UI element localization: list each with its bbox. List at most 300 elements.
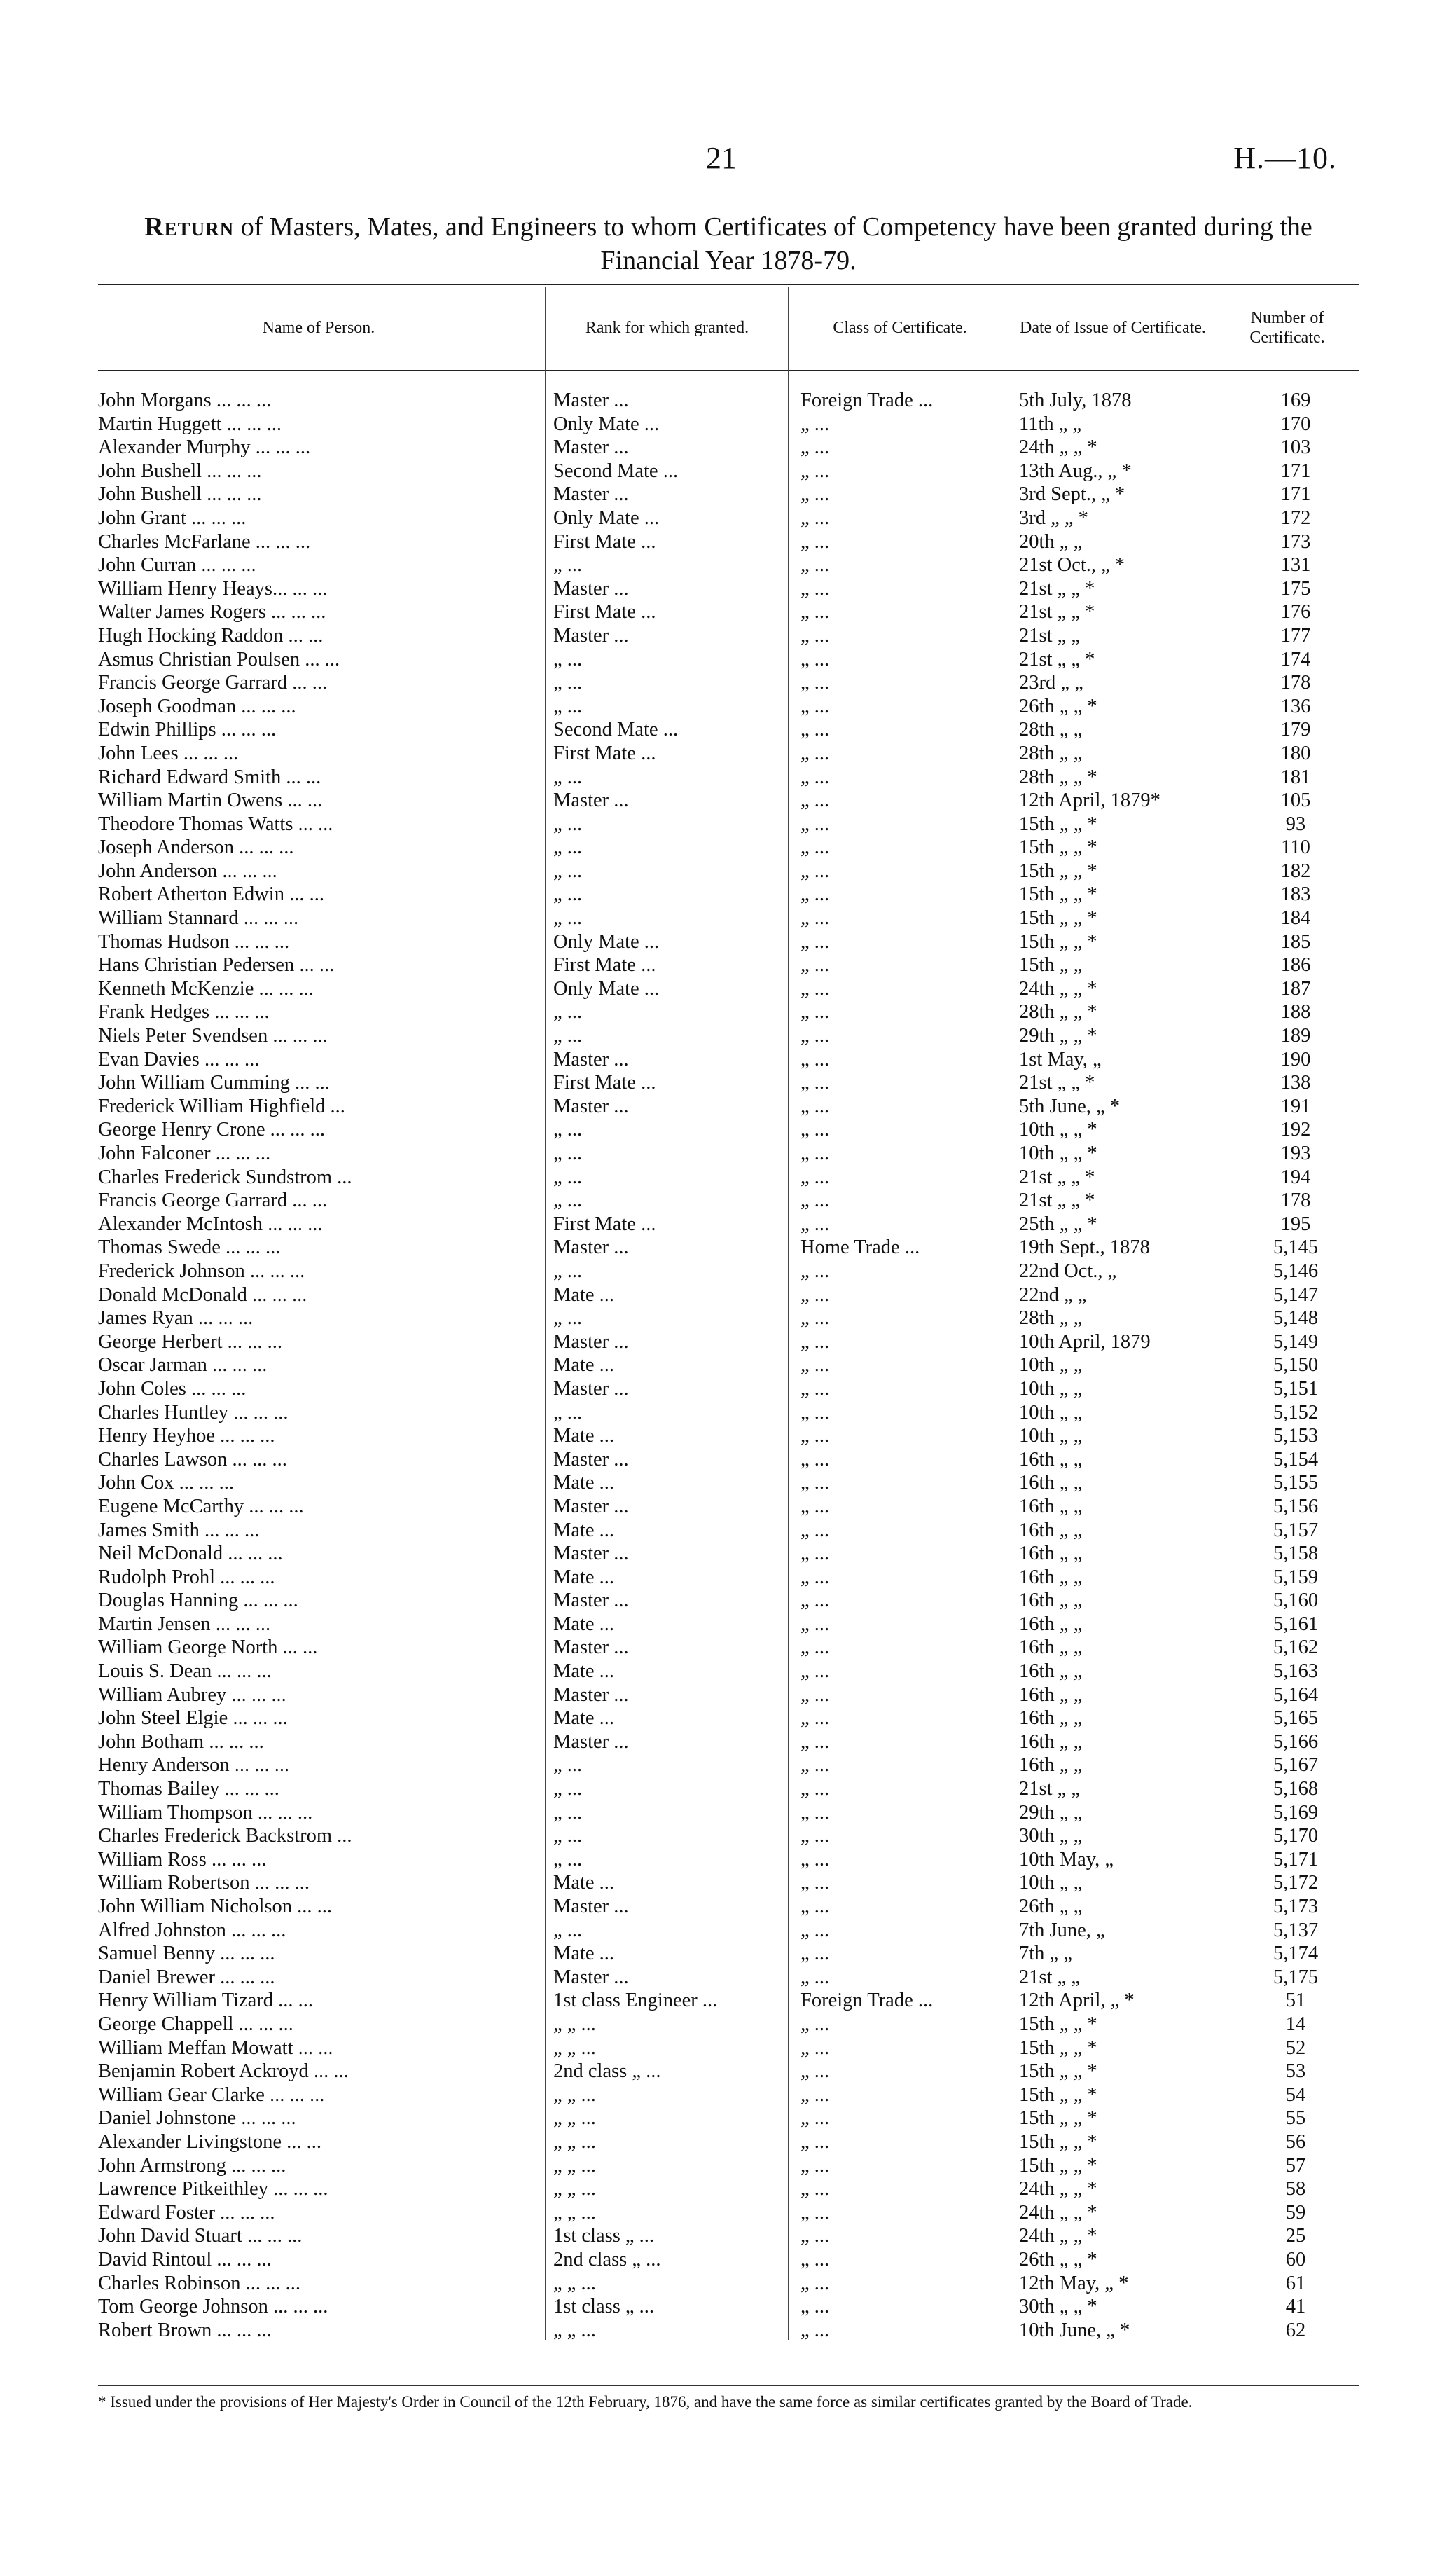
cell-name: Frederick Johnson ... ... ...	[98, 1260, 305, 1282]
cell-rank: „ „ ...	[553, 2178, 596, 2200]
cell-rank: Master ...	[553, 1330, 629, 1353]
cell-class: „ ...	[800, 2036, 830, 2059]
cell-number: 5,146	[1273, 1260, 1319, 1282]
cell-name: Alexander Livingstone ... ...	[98, 2130, 321, 2153]
cell-class: „ ...	[800, 506, 830, 529]
cell-rank: Second Mate ...	[553, 719, 679, 741]
cell-rank: Mate ...	[553, 1613, 615, 1635]
cell-number: 187	[1280, 977, 1311, 1000]
table-row	[98, 2295, 1359, 2319]
table-row	[98, 742, 1359, 766]
table-row	[98, 1707, 1359, 1730]
cell-rank: 1st class Engineer ...	[553, 1990, 718, 2012]
cell-name: Alfred Johnston ... ... ...	[98, 1919, 286, 1941]
cell-rank: Mate ...	[553, 1707, 615, 1730]
footnote: * Issued under the provisions of Her Majesty's Order in Council of the 12th February, 1876, and have the same force as similar certificates granted by the Board of Trade.	[98, 2393, 1193, 2411]
cell-number: 5,150	[1273, 1354, 1319, 1377]
cell-class: Foreign Trade ...	[800, 1990, 934, 2012]
table-row	[98, 1071, 1359, 1095]
table-row	[98, 1942, 1359, 1966]
cell-class: Foreign Trade ...	[800, 390, 934, 411]
cell-date: 13th Aug., „ *	[1019, 460, 1132, 482]
cell-date: 16th „ „	[1019, 1472, 1083, 1494]
table-row	[98, 2154, 1359, 2178]
cell-number: 5,166	[1273, 1730, 1319, 1753]
cell-name: Rudolph Prohl ... ... ...	[98, 1566, 275, 1588]
table-top-rule	[98, 284, 1359, 285]
table-row	[98, 1118, 1359, 1142]
cell-class: „ ...	[800, 1283, 830, 1306]
cell-number: 5,168	[1273, 1778, 1319, 1800]
table-row	[98, 813, 1359, 836]
cell-rank: Mate ...	[553, 1872, 615, 1894]
cell-class: „ ...	[800, 2178, 830, 2200]
table-row	[98, 1024, 1359, 1048]
table-row	[98, 1283, 1359, 1307]
cell-date: 21st „ „ *	[1019, 1190, 1095, 1212]
cell-date: 7th „ „	[1019, 1943, 1072, 1965]
cell-name: Eugene McCarthy ... ... ...	[98, 1495, 304, 1517]
cell-name: James Ryan ... ... ...	[98, 1307, 254, 1330]
cell-number: 5,172	[1273, 1872, 1319, 1894]
cell-class: „ ...	[800, 554, 830, 577]
cell-name: Charles Frederick Backstrom ...	[98, 1825, 352, 1847]
table-row	[98, 766, 1359, 790]
table-row	[98, 1636, 1359, 1660]
table-row	[98, 1048, 1359, 1072]
column-header-rank: Rank for which granted.	[585, 319, 749, 337]
cell-number: 186	[1280, 954, 1311, 977]
cell-rank: „ ...	[553, 813, 583, 835]
cell-date: 26th „ „	[1019, 1896, 1083, 1917]
cell-name: Charles McFarlane ... ... ...	[98, 530, 311, 553]
cell-rank: „ ...	[553, 860, 583, 882]
cell-number: 5,159	[1273, 1566, 1319, 1588]
table-row	[98, 930, 1359, 954]
cell-name: Charles Frederick Sundstrom ...	[98, 1166, 352, 1188]
cell-date: 15th „ „ *	[1019, 2013, 1097, 2035]
cell-date: 16th „ „	[1019, 1613, 1083, 1635]
cell-rank: „ „ ...	[553, 2272, 596, 2294]
column-header-date: Date of Issue of Certificate.	[1020, 319, 1206, 337]
cell-name: William Henry Heays... ... ...	[98, 577, 328, 600]
cell-rank: „ ...	[553, 1143, 583, 1164]
cell-date: 10th „ „	[1019, 1354, 1083, 1377]
cell-number: 171	[1280, 483, 1311, 506]
table-row	[98, 2130, 1359, 2154]
cell-number: 5,164	[1273, 1683, 1319, 1706]
cell-number: 5,153	[1273, 1425, 1319, 1447]
cell-date: 10th „ „ *	[1019, 1143, 1097, 1164]
cell-number: 189	[1280, 1025, 1311, 1047]
table-row	[98, 1683, 1359, 1707]
cell-number: 194	[1280, 1166, 1311, 1188]
cell-rank: 2nd class „ ...	[553, 2060, 661, 2083]
cell-date: 11th „ „	[1019, 413, 1082, 435]
cell-name: John Bushell ... ... ...	[98, 483, 262, 506]
cell-number: 60	[1285, 2248, 1306, 2270]
cell-rank: „ ...	[553, 1848, 583, 1870]
table-row	[98, 1260, 1359, 1283]
cell-rank: First Mate ...	[553, 742, 656, 764]
cell-rank: Mate ...	[553, 1660, 615, 1683]
cell-date: 15th „ „ *	[1019, 2107, 1097, 2130]
cell-date: 15th „ „ *	[1019, 813, 1097, 835]
cell-class: „ ...	[800, 977, 830, 1000]
cell-number: 171	[1280, 460, 1311, 482]
cell-date: 16th „ „	[1019, 1448, 1083, 1470]
cell-name: Martin Jensen ... ... ...	[98, 1613, 271, 1635]
cell-date: 28th „ „ *	[1019, 1001, 1097, 1024]
table-row	[98, 1730, 1359, 1754]
cell-name: Hugh Hocking Raddon ... ...	[98, 624, 324, 647]
cell-class: „ ...	[800, 1590, 830, 1612]
cell-name: John Armstrong ... ... ...	[98, 2154, 286, 2177]
cell-name: John Botham ... ... ...	[98, 1730, 264, 1753]
cell-date: 15th „ „ *	[1019, 907, 1097, 930]
cell-date: 15th „ „ *	[1019, 860, 1097, 882]
cell-rank: „ ...	[553, 1825, 583, 1847]
cell-name: Lawrence Pitkeithley ... ... ...	[98, 2178, 328, 2200]
cell-rank: Master ...	[553, 390, 629, 411]
cell-date: 30th „ „	[1019, 1825, 1083, 1847]
table-row	[98, 2177, 1359, 2201]
cell-rank: Master ...	[553, 1730, 629, 1753]
cell-number: 5,151	[1273, 1377, 1319, 1400]
table-row	[98, 1895, 1359, 1919]
cell-date: 12th May, „ *	[1019, 2272, 1129, 2294]
table-row	[98, 1989, 1359, 2013]
cell-name: Alexander Murphy ... ... ...	[98, 436, 311, 459]
table-row	[98, 648, 1359, 672]
cell-date: 22nd „ „	[1019, 1283, 1087, 1306]
table-row	[98, 1777, 1359, 1801]
cell-name: John Morgans ... ... ...	[98, 390, 272, 411]
cell-rank: Master ...	[553, 1048, 629, 1070]
table-row	[98, 2272, 1359, 2296]
cell-number: 105	[1280, 790, 1311, 812]
cell-date: 30th „ „ *	[1019, 2296, 1097, 2318]
cell-rank: Master ...	[553, 1095, 629, 1117]
cell-class: „ ...	[800, 2225, 830, 2247]
cell-number: 110	[1281, 836, 1310, 859]
cell-name: Robert Atherton Edwin ... ...	[98, 883, 324, 906]
table-row	[98, 1519, 1359, 1543]
cell-date: 28th „ „	[1019, 742, 1083, 764]
cell-rank: „ ...	[553, 1401, 583, 1424]
cell-rank: „ „ ...	[553, 2107, 596, 2130]
cell-date: 24th „ „ *	[1019, 2201, 1097, 2224]
cell-number: 5,160	[1273, 1590, 1319, 1612]
table-row	[98, 1424, 1359, 1448]
table-row	[98, 1189, 1359, 1213]
cell-class: „ ...	[800, 742, 830, 764]
cell-number: 195	[1280, 1213, 1311, 1235]
cell-class: „ ...	[800, 1307, 830, 1330]
cell-class: „ ...	[800, 1683, 830, 1706]
cell-date: 16th „ „	[1019, 1707, 1083, 1730]
cell-rank: „ ...	[553, 1778, 583, 1800]
cell-number: 54	[1285, 2083, 1306, 2106]
cell-date: 21st „ „ *	[1019, 1072, 1095, 1094]
cell-number: 5,161	[1273, 1613, 1319, 1635]
cell-name: John Curran ... ... ...	[98, 554, 256, 577]
cell-number: 5,155	[1273, 1472, 1319, 1494]
cell-name: Francis George Garrard ... ...	[98, 1190, 328, 1212]
cell-rank: Master ...	[553, 1966, 629, 1988]
cell-number: 52	[1285, 2036, 1306, 2059]
cell-class: „ ...	[800, 883, 830, 906]
cell-rank: Master ...	[553, 1636, 629, 1659]
cell-name: Walter James Rogers ... ... ...	[98, 601, 326, 623]
cell-class: „ ...	[800, 1919, 830, 1941]
cell-rank: „ ...	[553, 1025, 583, 1047]
cell-class: „ ...	[800, 1730, 830, 1753]
table-row	[98, 2013, 1359, 2036]
table-row	[98, 1377, 1359, 1401]
cell-class: „ ...	[800, 2060, 830, 2083]
table-row	[98, 553, 1359, 577]
cell-rank: „ ...	[553, 836, 583, 859]
table-row	[98, 2083, 1359, 2107]
cell-name: David Rintoul ... ... ...	[98, 2248, 272, 2270]
cell-date: 12th April, 1879*	[1019, 790, 1160, 812]
cell-date: 26th „ „ *	[1019, 695, 1097, 717]
cell-rank: Master ...	[553, 1896, 629, 1917]
table-row	[98, 977, 1359, 1001]
cell-name: John Steel Elgie ... ... ...	[98, 1707, 288, 1730]
table-row	[98, 460, 1359, 483]
cell-rank: Second Mate ...	[553, 460, 679, 482]
table-row	[98, 436, 1359, 460]
cell-number: 5,174	[1273, 1943, 1319, 1965]
cell-rank: „ „ ...	[553, 2154, 596, 2177]
cell-class: „ ...	[800, 1943, 830, 1965]
title-lead-word: Return	[144, 212, 235, 242]
cell-rank: Master ...	[553, 483, 629, 506]
cell-date: 15th „ „ *	[1019, 2154, 1097, 2177]
table-row	[98, 1236, 1359, 1260]
cell-number: 138	[1280, 1072, 1311, 1094]
cell-date: 29th „ „	[1019, 1801, 1083, 1824]
cell-class: „ ...	[800, 1190, 830, 1212]
cell-number: 61	[1285, 2272, 1306, 2294]
cell-name: John Falconer ... ... ...	[98, 1143, 271, 1164]
cell-name: James Smith ... ... ...	[98, 1519, 260, 1541]
cell-number: 169	[1280, 390, 1311, 411]
cell-class: „ ...	[800, 1754, 830, 1777]
cell-date: 10th „ „	[1019, 1377, 1083, 1400]
cell-date: 10th June, „ *	[1019, 2319, 1130, 2341]
cell-number: 180	[1280, 742, 1311, 764]
table-row	[98, 1353, 1359, 1377]
cell-number: 175	[1280, 577, 1311, 600]
cell-rank: 1st class „ ...	[553, 2296, 655, 2318]
cell-rank: „ ...	[553, 1166, 583, 1188]
table-row	[98, 789, 1359, 813]
cell-number: 5,148	[1273, 1307, 1319, 1330]
cell-rank: Mate ...	[553, 1566, 615, 1588]
cell-date: 16th „ „	[1019, 1754, 1083, 1777]
table-row	[98, 907, 1359, 930]
cell-number: 93	[1285, 813, 1306, 835]
cell-class: „ ...	[800, 1213, 830, 1235]
table-row	[98, 600, 1359, 624]
cell-rank: Mate ...	[553, 1425, 615, 1447]
cell-name: Henry Heyhoe ... ... ...	[98, 1425, 275, 1447]
cell-number: 136	[1280, 695, 1311, 717]
cell-class: Home Trade ...	[800, 1236, 920, 1259]
cell-class: „ ...	[800, 2296, 830, 2318]
cell-rank: Master ...	[553, 624, 629, 647]
cell-rank: „ ...	[553, 554, 583, 577]
cell-name: Daniel Brewer ... ... ...	[98, 1966, 275, 1988]
cell-date: 15th „ „ *	[1019, 2130, 1097, 2153]
cell-number: 5,175	[1273, 1966, 1319, 1988]
cell-rank: „ ...	[553, 907, 583, 930]
cell-name: John David Stuart ... ... ...	[98, 2225, 303, 2247]
table-header-rule	[98, 370, 1359, 371]
cell-number: 56	[1285, 2130, 1306, 2153]
cell-class: „ ...	[800, 719, 830, 741]
cell-name: Daniel Johnstone ... ... ...	[98, 2107, 296, 2130]
table-row	[98, 1871, 1359, 1895]
cell-rank: 2nd class „ ...	[553, 2248, 661, 2270]
cell-rank: Mate ...	[553, 1472, 615, 1494]
cell-number: 173	[1280, 530, 1311, 553]
cell-number: 185	[1280, 930, 1311, 953]
cell-name: Thomas Hudson ... ... ...	[98, 930, 290, 953]
cell-class: „ ...	[800, 1566, 830, 1588]
cell-name: Frederick William Highfield ...	[98, 1095, 345, 1117]
cell-name: Richard Edward Smith ... ...	[98, 766, 321, 788]
cell-name: Francis George Garrard ... ...	[98, 672, 328, 694]
cell-class: „ ...	[800, 2107, 830, 2130]
cell-name: Frank Hedges ... ... ...	[98, 1001, 270, 1024]
cell-rank: Master ...	[553, 1683, 629, 1706]
cell-number: 14	[1285, 2013, 1306, 2035]
cell-date: 22nd Oct., „	[1019, 1260, 1117, 1282]
cell-name: Edwin Phillips ... ... ...	[98, 719, 277, 741]
cell-date: 7th June, „	[1019, 1919, 1105, 1941]
cell-number: 5,145	[1273, 1236, 1319, 1259]
cell-date: 16th „ „	[1019, 1495, 1083, 1517]
cell-name: Niels Peter Svendsen ... ... ...	[98, 1025, 328, 1047]
table-row	[98, 953, 1359, 977]
cell-date: 16th „ „	[1019, 1519, 1083, 1541]
column-header-class: Class of Certificate.	[833, 319, 967, 337]
table-row	[98, 695, 1359, 719]
cell-number: 183	[1280, 883, 1311, 906]
cell-name: Henry Anderson ... ... ...	[98, 1754, 290, 1777]
cell-class: „ ...	[800, 1425, 830, 1447]
column-header-number: Number of Certificate.	[1249, 309, 1325, 347]
cell-rank: First Mate ...	[553, 954, 656, 977]
cell-class: „ ...	[800, 2319, 830, 2341]
cell-class: „ ...	[800, 1778, 830, 1800]
cell-name: Benjamin Robert Ackroyd ... ...	[98, 2060, 349, 2083]
cell-rank: Master ...	[553, 1590, 629, 1612]
cell-date: 15th „ „ *	[1019, 2036, 1097, 2059]
cell-name: Evan Davies ... ... ...	[98, 1048, 260, 1070]
cell-class: „ ...	[800, 2201, 830, 2224]
cell-date: 15th „ „ *	[1019, 836, 1097, 859]
cell-date: 10th April, 1879	[1019, 1330, 1151, 1353]
cell-number: 5,157	[1273, 1519, 1319, 1541]
cell-number: 51	[1285, 1990, 1306, 2012]
cell-class: „ ...	[800, 1636, 830, 1659]
table-row	[98, 2319, 1359, 2343]
cell-rank: Mate ...	[553, 1283, 615, 1306]
cell-rank: Mate ...	[553, 1354, 615, 1377]
table-row	[98, 2107, 1359, 2130]
cell-rank: „ ...	[553, 766, 583, 788]
cell-name: Charles Robinson ... ... ...	[98, 2272, 300, 2294]
cell-date: 21st „ „ *	[1019, 601, 1095, 623]
cell-rank: „ „ ...	[553, 2319, 596, 2341]
cell-date: 29th „ „ *	[1019, 1025, 1097, 1047]
cell-rank: „ „ ...	[553, 2036, 596, 2059]
cell-name: Joseph Goodman ... ... ...	[98, 695, 296, 717]
cell-date: 21st „ „	[1019, 624, 1081, 647]
table-row	[98, 1095, 1359, 1119]
cell-number: 177	[1280, 624, 1311, 647]
cell-class: „ ...	[800, 1377, 830, 1400]
cell-number: 59	[1285, 2201, 1306, 2224]
cell-number: 5,173	[1273, 1896, 1319, 1917]
table-row	[98, 1448, 1359, 1472]
cell-class: „ ...	[800, 930, 830, 953]
cell-name: Robert Brown ... ... ...	[98, 2319, 272, 2341]
table-row	[98, 483, 1359, 506]
table-row	[98, 1471, 1359, 1495]
cell-date: 15th „ „ *	[1019, 2060, 1097, 2083]
cell-name: John Anderson ... ... ...	[98, 860, 277, 882]
cell-class: „ ...	[800, 1143, 830, 1164]
cell-rank: First Mate ...	[553, 1213, 656, 1235]
cell-class: „ ...	[800, 1072, 830, 1094]
cell-class: „ ...	[800, 1095, 830, 1117]
cell-name: Neil McDonald ... ... ...	[98, 1543, 283, 1565]
cell-name: William Gear Clarke ... ... ...	[98, 2083, 325, 2106]
cell-rank: „ ...	[553, 1119, 583, 1141]
table-row	[98, 1542, 1359, 1566]
cell-name: Charles Huntley ... ... ...	[98, 1401, 289, 1424]
column-header-name: Name of Person.	[262, 319, 375, 337]
cell-rank: „ ...	[553, 648, 583, 670]
cell-class: „ ...	[800, 1707, 830, 1730]
table-row	[98, 1589, 1359, 1613]
cell-name: William Aubrey ... ... ...	[98, 1683, 286, 1706]
table-row	[98, 2224, 1359, 2248]
cell-number: 188	[1280, 1001, 1311, 1024]
cell-class: „ ...	[800, 2272, 830, 2294]
cell-rank: Only Mate ...	[553, 930, 660, 953]
cell-name: Henry William Tizard ... ...	[98, 1990, 314, 2012]
cell-rank: Only Mate ...	[553, 977, 660, 1000]
cell-rank: „ ...	[553, 1260, 583, 1282]
cell-date: 5th June, „ *	[1019, 1095, 1121, 1117]
table-row	[98, 1848, 1359, 1872]
table-row	[98, 836, 1359, 860]
cell-class: „ ...	[800, 1872, 830, 1894]
cell-number: 103	[1280, 436, 1311, 459]
cell-rank: Master ...	[553, 1236, 629, 1259]
cell-rank: Master ...	[553, 1448, 629, 1470]
cell-date: 16th „ „	[1019, 1683, 1083, 1706]
cell-date: 24th „ „ *	[1019, 436, 1097, 459]
cell-name: Edward Foster ... ... ...	[98, 2201, 275, 2224]
